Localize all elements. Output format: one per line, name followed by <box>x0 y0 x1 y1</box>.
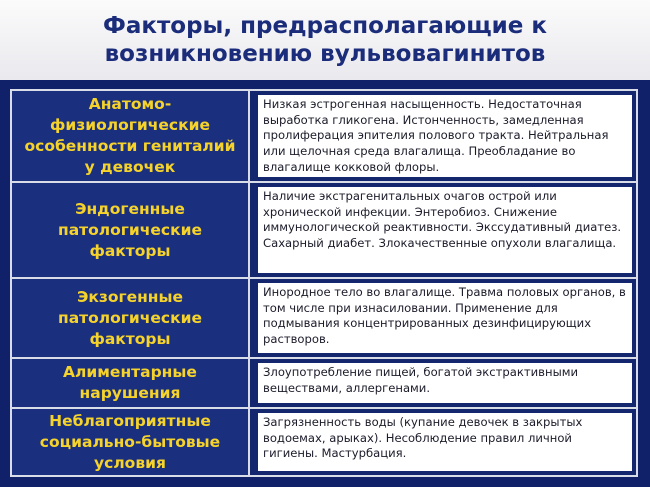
factor-label-line: особенности гениталий <box>24 137 236 155</box>
factor-description: Инородное тело во влагалище. Травма половых органов, в том числе при изнасиловании. Применение для подмывания концентрированных дезинфицирующих растворов. <box>258 283 632 353</box>
slide-header <box>0 0 650 80</box>
table-row <box>12 91 636 181</box>
factors-table <box>10 89 638 477</box>
table-row <box>12 357 636 407</box>
factor-label-line: нарушения <box>79 384 181 402</box>
title-line-2: возникновению вульвовагинитов <box>104 41 546 67</box>
table-row <box>12 407 636 475</box>
factor-label-line: условия <box>94 453 166 472</box>
factor-description: Низкая эстрогенная насыщенность. Недостаточная выработка гликогена. Истонченность, замедленная пролиферация эпителия полового тракта. Нейтральная или щелочная среда влагалища. Преобладание во влагалище кокковой флоры. <box>258 95 632 177</box>
factor-label-line: Экзогенные <box>76 287 184 306</box>
factor-label-line: патологические <box>58 220 202 239</box>
factor-label-line: Анатомо- <box>88 95 172 113</box>
factor-label <box>12 409 250 475</box>
factor-label <box>12 359 250 407</box>
factor-label-line: факторы <box>89 241 171 260</box>
factor-label-line: у девочек <box>84 158 176 176</box>
table-row <box>12 181 636 277</box>
title-line-1: Факторы, предрасполагающие к <box>103 13 547 39</box>
factor-label-line: Неблагоприятные <box>49 411 211 430</box>
factor-label-line: Алиментарные <box>63 363 197 381</box>
factor-label-line: социально-бытовые <box>39 432 221 451</box>
factor-label <box>12 279 250 357</box>
factor-label-line: физиологические <box>50 116 210 134</box>
factor-description: Злоупотребление пищей, богатой экстрактивными веществами, аллергенами. <box>258 363 632 403</box>
table-row <box>12 277 636 357</box>
factor-label-line: Эндогенные <box>75 199 185 218</box>
factor-description: Загрязненность воды (купание девочек в закрытых водоемах, арыках). Несоблюдение правил личной гигиены. Мастурбация. <box>258 413 632 471</box>
factor-label-line: факторы <box>89 329 171 348</box>
factor-label <box>12 183 250 277</box>
factor-label <box>12 91 250 181</box>
factor-description: Наличие экстрагенитальных очагов острой или хронической инфекции. Энтеробиоз. Снижение иммунологической реактивности. Экссудативный диатез. Сахарный диабет. Злокачественные опухоли влагалища. <box>258 187 632 273</box>
factor-label-line: патологические <box>58 308 202 327</box>
